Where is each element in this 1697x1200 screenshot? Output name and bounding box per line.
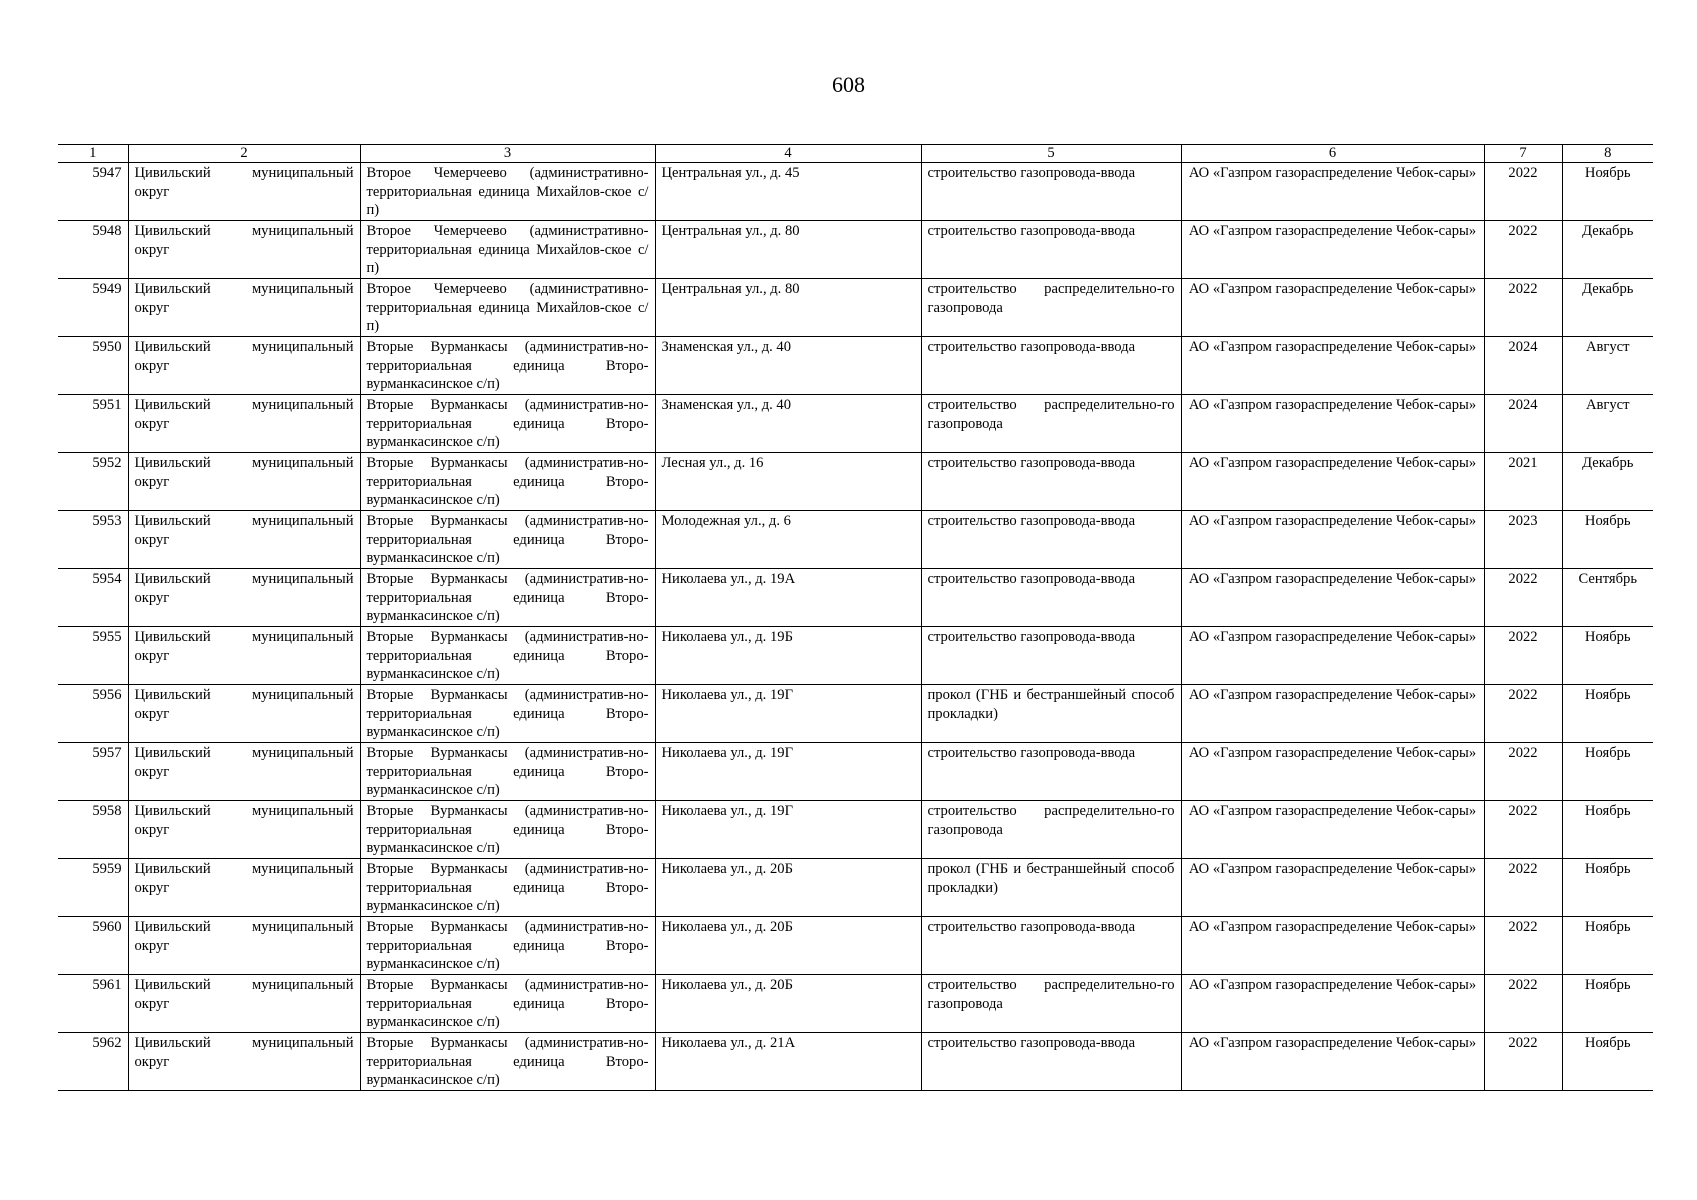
month-cell: Август bbox=[1562, 337, 1653, 395]
district-cell: Цивильский муниципальный округ bbox=[128, 569, 360, 627]
district-cell: Цивильский муниципальный округ bbox=[128, 279, 360, 337]
year-cell: 2022 bbox=[1484, 743, 1562, 801]
month-cell: Ноябрь bbox=[1562, 975, 1653, 1033]
organization-cell: АО «Газпром газораспределение Чебок-сары» bbox=[1181, 917, 1484, 975]
work-type-cell: строительство газопровода-ввода bbox=[921, 221, 1181, 279]
work-type-cell: строительство распределительно-го газопровода bbox=[921, 975, 1181, 1033]
work-type-cell: прокол (ГНБ и бестраншейный способ прокладки) bbox=[921, 859, 1181, 917]
column-header: 8 bbox=[1562, 145, 1653, 163]
settlement-cell: Вторые Вурманкасы (административ-но-территориальная единица Второ-вурманкасинское с/п) bbox=[360, 1033, 655, 1091]
row-number-cell: 5948 bbox=[58, 221, 128, 279]
month-cell: Сентябрь bbox=[1562, 569, 1653, 627]
address-cell: Знаменская ул., д. 40 bbox=[655, 337, 921, 395]
month-cell: Ноябрь bbox=[1562, 801, 1653, 859]
organization-cell: АО «Газпром газораспределение Чебок-сары» bbox=[1181, 975, 1484, 1033]
organization-cell: АО «Газпром газораспределение Чебок-сары» bbox=[1181, 801, 1484, 859]
row-number-cell: 5949 bbox=[58, 279, 128, 337]
column-header: 7 bbox=[1484, 145, 1562, 163]
table-row bbox=[58, 627, 1653, 685]
row-number-cell: 5952 bbox=[58, 453, 128, 511]
year-cell: 2024 bbox=[1484, 337, 1562, 395]
table-body bbox=[58, 163, 1653, 1091]
settlement-cell: Вторые Вурманкасы (административ-но-территориальная единица Второ-вурманкасинское с/п) bbox=[360, 511, 655, 569]
work-type-cell: строительство газопровода-ввода bbox=[921, 453, 1181, 511]
settlement-cell: Вторые Вурманкасы (административ-но-территориальная единица Второ-вурманкасинское с/п) bbox=[360, 569, 655, 627]
month-cell: Ноябрь bbox=[1562, 917, 1653, 975]
address-cell: Николаева ул., д. 20Б bbox=[655, 859, 921, 917]
organization-cell: АО «Газпром газораспределение Чебок-сары» bbox=[1181, 569, 1484, 627]
column-header: 2 bbox=[128, 145, 360, 163]
month-cell: Ноябрь bbox=[1562, 859, 1653, 917]
table-row bbox=[58, 917, 1653, 975]
organization-cell: АО «Газпром газораспределение Чебок-сары» bbox=[1181, 743, 1484, 801]
address-cell: Николаева ул., д. 20Б bbox=[655, 975, 921, 1033]
work-type-cell: прокол (ГНБ и бестраншейный способ прокладки) bbox=[921, 685, 1181, 743]
table-row bbox=[58, 163, 1653, 221]
table-row bbox=[58, 859, 1653, 917]
district-cell: Цивильский муниципальный округ bbox=[128, 395, 360, 453]
year-cell: 2022 bbox=[1484, 279, 1562, 337]
organization-cell: АО «Газпром газораспределение Чебок-сары» bbox=[1181, 1033, 1484, 1091]
settlement-cell: Второе Чемерчеево (административно-территориальная единица Михайлов-ское с/п) bbox=[360, 163, 655, 221]
year-cell: 2022 bbox=[1484, 859, 1562, 917]
district-cell: Цивильский муниципальный округ bbox=[128, 1033, 360, 1091]
year-cell: 2021 bbox=[1484, 453, 1562, 511]
work-type-cell: строительство газопровода-ввода bbox=[921, 337, 1181, 395]
month-cell: Ноябрь bbox=[1562, 511, 1653, 569]
district-cell: Цивильский муниципальный округ bbox=[128, 685, 360, 743]
month-cell: Ноябрь bbox=[1562, 743, 1653, 801]
settlement-cell: Вторые Вурманкасы (административ-но-территориальная единица Второ-вурманкасинское с/п) bbox=[360, 975, 655, 1033]
table-row bbox=[58, 569, 1653, 627]
row-number-cell: 5959 bbox=[58, 859, 128, 917]
year-cell: 2023 bbox=[1484, 511, 1562, 569]
district-cell: Цивильский муниципальный округ bbox=[128, 163, 360, 221]
work-type-cell: строительство газопровода-ввода bbox=[921, 569, 1181, 627]
organization-cell: АО «Газпром газораспределение Чебок-сары» bbox=[1181, 859, 1484, 917]
row-number-cell: 5953 bbox=[58, 511, 128, 569]
table-row bbox=[58, 743, 1653, 801]
district-cell: Цивильский муниципальный округ bbox=[128, 975, 360, 1033]
work-type-cell: строительство распределительно-го газопровода bbox=[921, 395, 1181, 453]
district-cell: Цивильский муниципальный округ bbox=[128, 627, 360, 685]
row-number-cell: 5958 bbox=[58, 801, 128, 859]
address-cell: Николаева ул., д. 19Б bbox=[655, 627, 921, 685]
district-cell: Цивильский муниципальный округ bbox=[128, 859, 360, 917]
organization-cell: АО «Газпром газораспределение Чебок-сары» bbox=[1181, 279, 1484, 337]
month-cell: Декабрь bbox=[1562, 279, 1653, 337]
row-number-cell: 5951 bbox=[58, 395, 128, 453]
settlement-cell: Вторые Вурманкасы (административ-но-территориальная единица Второ-вурманкасинское с/п) bbox=[360, 917, 655, 975]
table-row bbox=[58, 511, 1653, 569]
work-type-cell: строительство газопровода-ввода bbox=[921, 743, 1181, 801]
address-cell: Николаева ул., д. 19А bbox=[655, 569, 921, 627]
work-type-cell: строительство газопровода-ввода bbox=[921, 917, 1181, 975]
address-cell: Знаменская ул., д. 40 bbox=[655, 395, 921, 453]
month-cell: Ноябрь bbox=[1562, 163, 1653, 221]
page-number: 608 bbox=[832, 72, 865, 97]
organization-cell: АО «Газпром газораспределение Чебок-сары» bbox=[1181, 221, 1484, 279]
row-number-cell: 5961 bbox=[58, 975, 128, 1033]
year-cell: 2022 bbox=[1484, 1033, 1562, 1091]
organization-cell: АО «Газпром газораспределение Чебок-сары» bbox=[1181, 163, 1484, 221]
year-cell: 2022 bbox=[1484, 975, 1562, 1033]
address-cell: Николаева ул., д. 19Г bbox=[655, 685, 921, 743]
address-cell: Центральная ул., д. 80 bbox=[655, 221, 921, 279]
settlement-cell: Вторые Вурманкасы (административ-но-территориальная единица Второ-вурманкасинское с/п) bbox=[360, 743, 655, 801]
year-cell: 2022 bbox=[1484, 685, 1562, 743]
row-number-cell: 5962 bbox=[58, 1033, 128, 1091]
column-header: 5 bbox=[921, 145, 1181, 163]
month-cell: Декабрь bbox=[1562, 453, 1653, 511]
district-cell: Цивильский муниципальный округ bbox=[128, 453, 360, 511]
settlement-cell: Вторые Вурманкасы (административ-но-территориальная единица Второ-вурманкасинское с/п) bbox=[360, 453, 655, 511]
organization-cell: АО «Газпром газораспределение Чебок-сары» bbox=[1181, 685, 1484, 743]
settlement-cell: Вторые Вурманкасы (административ-но-территориальная единица Второ-вурманкасинское с/п) bbox=[360, 801, 655, 859]
settlement-cell: Второе Чемерчеево (административно-территориальная единица Михайлов-ское с/п) bbox=[360, 221, 655, 279]
row-number-cell: 5960 bbox=[58, 917, 128, 975]
table-row bbox=[58, 395, 1653, 453]
row-number-cell: 5955 bbox=[58, 627, 128, 685]
row-number-cell: 5954 bbox=[58, 569, 128, 627]
address-cell: Лесная ул., д. 16 bbox=[655, 453, 921, 511]
work-type-cell: строительство распределительно-го газопровода bbox=[921, 801, 1181, 859]
address-cell: Центральная ул., д. 80 bbox=[655, 279, 921, 337]
address-cell: Николаева ул., д. 21А bbox=[655, 1033, 921, 1091]
district-cell: Цивильский муниципальный округ bbox=[128, 511, 360, 569]
table-row bbox=[58, 337, 1653, 395]
settlement-cell: Вторые Вурманкасы (административ-но-территориальная единица Второ-вурманкасинское с/п) bbox=[360, 395, 655, 453]
district-cell: Цивильский муниципальный округ bbox=[128, 221, 360, 279]
table-row bbox=[58, 685, 1653, 743]
address-cell: Николаева ул., д. 19Г bbox=[655, 801, 921, 859]
table-row bbox=[58, 975, 1653, 1033]
year-cell: 2022 bbox=[1484, 627, 1562, 685]
address-cell: Николаева ул., д. 20Б bbox=[655, 917, 921, 975]
settlement-cell: Второе Чемерчеево (административно-территориальная единица Михайлов-ское с/п) bbox=[360, 279, 655, 337]
column-header: 3 bbox=[360, 145, 655, 163]
column-header: 1 bbox=[58, 145, 128, 163]
month-cell: Ноябрь bbox=[1562, 627, 1653, 685]
settlement-cell: Вторые Вурманкасы (административ-но-территориальная единица Второ-вурманкасинское с/п) bbox=[360, 627, 655, 685]
month-cell: Декабрь bbox=[1562, 221, 1653, 279]
settlement-cell: Вторые Вурманкасы (административ-но-территориальная единица Второ-вурманкасинское с/п) bbox=[360, 337, 655, 395]
organization-cell: АО «Газпром газораспределение Чебок-сары» bbox=[1181, 627, 1484, 685]
row-number-cell: 5950 bbox=[58, 337, 128, 395]
organization-cell: АО «Газпром газораспределение Чебок-сары» bbox=[1181, 337, 1484, 395]
organization-cell: АО «Газпром газораспределение Чебок-сары» bbox=[1181, 453, 1484, 511]
organization-cell: АО «Газпром газораспределение Чебок-сары» bbox=[1181, 395, 1484, 453]
year-cell: 2022 bbox=[1484, 801, 1562, 859]
table-row bbox=[58, 453, 1653, 511]
row-number-cell: 5947 bbox=[58, 163, 128, 221]
work-type-cell: строительство газопровода-ввода bbox=[921, 1033, 1181, 1091]
row-number-cell: 5957 bbox=[58, 743, 128, 801]
address-cell: Молодежная ул., д. 6 bbox=[655, 511, 921, 569]
column-header: 4 bbox=[655, 145, 921, 163]
year-cell: 2024 bbox=[1484, 395, 1562, 453]
work-type-cell: строительство газопровода-ввода bbox=[921, 627, 1181, 685]
column-header: 6 bbox=[1181, 145, 1484, 163]
district-cell: Цивильский муниципальный округ bbox=[128, 743, 360, 801]
address-cell: Центральная ул., д. 45 bbox=[655, 163, 921, 221]
district-cell: Цивильский муниципальный округ bbox=[128, 337, 360, 395]
header-row bbox=[58, 145, 1653, 163]
settlement-cell: Вторые Вурманкасы (административ-но-территориальная единица Второ-вурманкасинское с/п) bbox=[360, 859, 655, 917]
table-row bbox=[58, 279, 1653, 337]
month-cell: Ноябрь bbox=[1562, 1033, 1653, 1091]
year-cell: 2022 bbox=[1484, 163, 1562, 221]
year-cell: 2022 bbox=[1484, 917, 1562, 975]
row-number-cell: 5956 bbox=[58, 685, 128, 743]
work-type-cell: строительство газопровода-ввода bbox=[921, 511, 1181, 569]
organization-cell: АО «Газпром газораспределение Чебок-сары» bbox=[1181, 511, 1484, 569]
month-cell: Август bbox=[1562, 395, 1653, 453]
work-type-cell: строительство газопровода-ввода bbox=[921, 163, 1181, 221]
month-cell: Ноябрь bbox=[1562, 685, 1653, 743]
table-row bbox=[58, 1033, 1653, 1091]
table-row bbox=[58, 801, 1653, 859]
address-cell: Николаева ул., д. 19Г bbox=[655, 743, 921, 801]
settlement-cell: Вторые Вурманкасы (административ-но-территориальная единица Второ-вурманкасинское с/п) bbox=[360, 685, 655, 743]
district-cell: Цивильский муниципальный округ bbox=[128, 917, 360, 975]
district-cell: Цивильский муниципальный округ bbox=[128, 801, 360, 859]
year-cell: 2022 bbox=[1484, 569, 1562, 627]
table-row bbox=[58, 221, 1653, 279]
work-type-cell: строительство распределительно-го газопровода bbox=[921, 279, 1181, 337]
gasification-table bbox=[58, 144, 1653, 1091]
year-cell: 2022 bbox=[1484, 221, 1562, 279]
